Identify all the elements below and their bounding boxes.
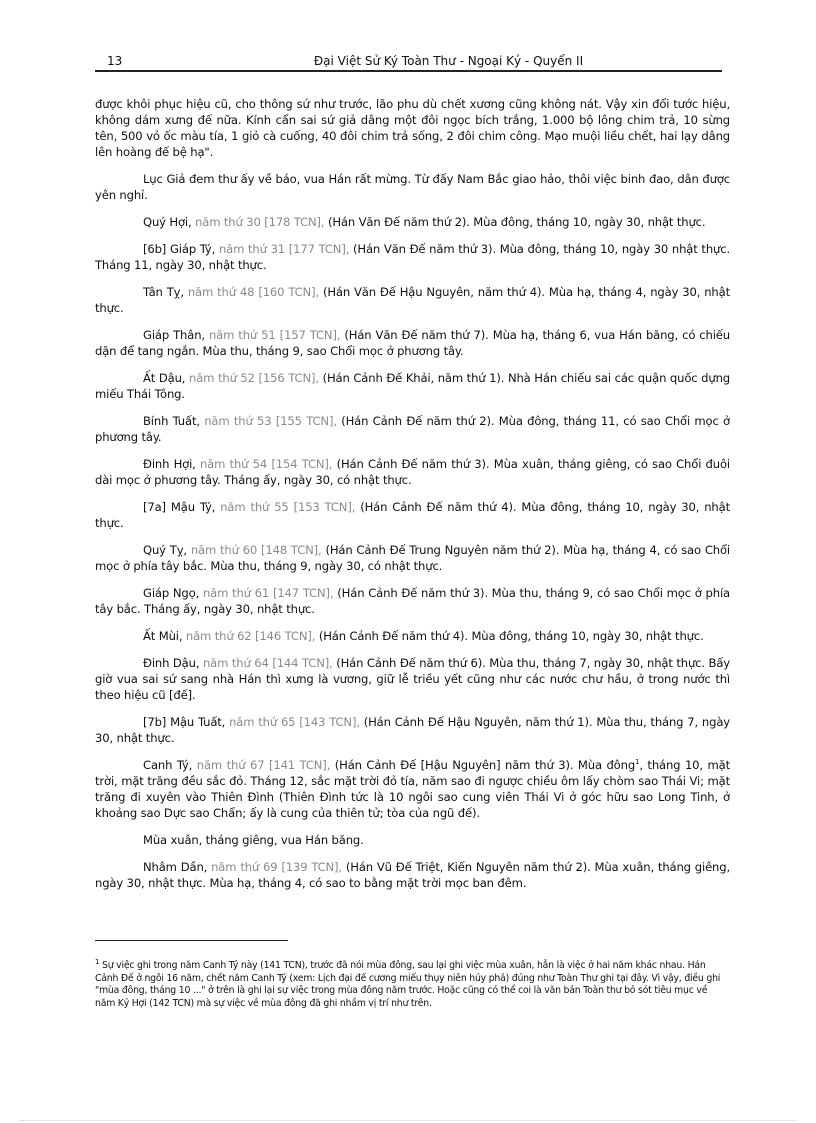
year-reference: năm thứ 30 [178 TCN], xyxy=(195,215,325,229)
footnote-marker: 1 xyxy=(95,957,100,966)
year-reference: năm thứ 52 [156 TCN], xyxy=(189,371,319,385)
paragraph-text: (Hán Văn Đế năm thứ 2). Mùa đông, tháng 10, ngày 30, nhật thực. xyxy=(324,215,706,229)
paragraph-text: (Hán Cảnh Đế Trung Nguyên năm thứ 2). Mùa hạ, tháng 4, có sao Chổi mọc ở phía tây bắc. Mùa thu, tháng 9, ngày 30, có nhật thực. xyxy=(95,543,730,573)
page-number: 13 xyxy=(107,54,123,68)
paragraph-text: (Hán Cảnh Đế năm thứ 4). Mùa đông, tháng 10, ngày 30, nhật thực. xyxy=(95,500,730,530)
running-title: Đại Việt Sử Ký Toàn Thư - Ngoại Kỷ - Quyển II xyxy=(313,54,584,68)
paragraph-lead: Quý Hợi, xyxy=(143,215,196,229)
paragraph-text: (Hán Cảnh Đế năm thứ 4). Mùa đông, tháng 10, ngày 30, nhật thực. xyxy=(315,629,704,643)
year-reference: năm thứ 48 [160 TCN], xyxy=(187,285,319,299)
paragraph-lead: Lục Giả đem thư ấy về báo, vua Hán rất mừng. Từ đấy Nam Bắc giao hảo, thôi việc binh đao, dân được yên nghỉ. xyxy=(95,172,730,202)
paragraph-lead: được khôi phục hiệu cũ, cho thông sứ như trước, lão phu dù chết xương cũng không nát. Vậy xin đổi tước hiệu, không dám xưng đế nữa. Kính cẩn sai sứ giả dâng một đôi ngọc bích trắng, 1.000 bộ lông chim trả, 10 sừng tên, 500 vỏ ốc màu tía, 1 giỏ cà cuống, 40 đôi chim trả sống, 2 đôi chim công. Mạo muội liều chết, hai lạy dâng lên hoàng đế bệ hạ". xyxy=(95,97,730,159)
paragraph-text: (Hán Vũ Đế Triệt, Kiến Nguyên năm thứ 2). Mùa xuân, tháng giêng, ngày 30, nhật thực. Mùa hạ, tháng 4, có sao to bằng mặt trời mọc ban đêm. xyxy=(95,860,730,890)
paragraph xyxy=(95,241,730,273)
paragraph-lead: [7b] Mậu Tuất, xyxy=(143,715,230,729)
paragraph-lead: Giáp Thân, xyxy=(143,328,209,342)
footnote-separator xyxy=(95,940,288,941)
paragraph xyxy=(95,327,730,359)
paragraph xyxy=(95,96,730,160)
paragraph xyxy=(95,832,730,848)
paragraph xyxy=(95,542,730,574)
paragraph-text: (Hán Cảnh Đế năm thứ 2). Mùa đông, tháng 11, có sao Chổi mọc ở phương tây. xyxy=(95,414,730,444)
year-reference: năm thứ 67 [141 TCN], xyxy=(196,758,331,772)
paragraph-lead: Mùa xuân, tháng giêng, vua Hán băng. xyxy=(143,833,364,847)
paragraph-lead: Canh Tý, xyxy=(143,758,197,772)
paragraph-canh-ty xyxy=(95,757,730,821)
paragraph-text: (Hán Văn Đế Hậu Nguyên, năm thứ 4). Mùa hạ, tháng 4, ngày 30, nhật thực. xyxy=(95,285,730,315)
paragraph xyxy=(95,585,730,617)
paragraph-lead: Đinh Dậu, xyxy=(143,656,203,670)
paragraph-text: (Hán Cảnh Đế Khải, năm thứ 1). Nhà Hán chiếu sai các quận quốc dựng miếu Thái Tông. xyxy=(95,371,730,401)
paragraph-lead: [7a] Mậu Tý, xyxy=(143,500,221,514)
year-reference: năm thứ 65 [143 TCN], xyxy=(229,715,360,729)
year-reference: năm thứ 51 [157 TCN], xyxy=(208,328,341,342)
paragraph-text: (Hán Cảnh Đế [Hậu Nguyên] năm thứ 3). Mùa đông xyxy=(330,758,636,772)
paragraph-text: (Hán Cảnh Đế năm thứ 3). Mùa thu, tháng 9, có sao Chổi mọc ở phía tây bắc. Tháng ấy, ngày 30, nhật thực. xyxy=(95,586,730,616)
paragraph-text: (Hán Cảnh Đế năm thứ 3). Mùa xuân, tháng giêng, có sao Chổi đuôi dài mọc ở phương tây. Tháng ấy, ngày 30, có nhật thực. xyxy=(95,457,730,487)
paragraph-text: (Hán Cảnh Đế Hậu Nguyên, năm thứ 1). Mùa thu, tháng 7, ngày 30, nhật thực. xyxy=(95,715,730,745)
paragraph-text: (Hán Văn Đế năm thứ 7). Mùa hạ, tháng 6, vua Hán băng, có chiếu dặn để tang ngắn. Mùa thu, tháng 9, sao Chổi mọc ở phương tây. xyxy=(95,328,730,358)
paragraph-text: (Hán Cảnh Đế năm thứ 6). Mùa thu, tháng 7, ngày 30, nhật thực. Bấy giờ vua sai sứ sang nhà Hán thì xưng là vương, giữ lễ triều yết cũng như các nước chư hầu, ở trong nước thì theo hiệu cũ [đế]. xyxy=(95,656,730,702)
year-reference: năm thứ 31 [177 TCN], xyxy=(218,242,350,256)
footnote xyxy=(95,957,730,1010)
paragraph-lead: Nhâm Dần, xyxy=(143,860,212,874)
year-reference: năm thứ 55 [153 TCN], xyxy=(220,500,356,514)
year-reference: năm thứ 69 [139 TCN], xyxy=(211,860,342,874)
page-header xyxy=(95,52,722,72)
paragraph xyxy=(95,456,730,488)
paragraph-lead: Ất Mùi, xyxy=(143,629,186,643)
paragraph xyxy=(95,413,730,445)
paragraph xyxy=(95,859,730,891)
year-reference: năm thứ 53 [155 TCN], xyxy=(204,414,337,428)
paragraph-lead: Giáp Ngọ, xyxy=(143,586,203,600)
footnote-text: Sự việc ghi trong năm Canh Tý này (141 TCN), trước đã nói mùa đông, sau lại ghi việc mùa xuân, hẳn là việc ở hai năm khác nhau. Hán Cảnh Đế ở ngôi 16 năm, chết năm Canh Tý (xem: Lịch đại đế cương miếu thụy niên húy phả) đúng như Toàn Thư ghi tại đây. Vì vậy, điều ghi "mùa đông, tháng 10 ..." ở trên là ghi lại sự việc trong mùa đông năm trước. Hoặc cũng có thể coi là văn bản Toàn thư bỏ sót tiêu mục về năm Kỷ Hợi (142 TCN) mà sự việc về mùa đông đã ghi nhầm vị trí như trên. xyxy=(95,960,721,1009)
paragraph-text: , tháng 10, mặt trời, mặt trăng đều sắc đỏ. Tháng 12, sắc mặt trời đỏ tía, năm sao đi ngược chiều ôm lấy chòm sao Thái Vi; mặt trăng đi xuyên vào Thiên Đình (Thiên Đình tức là 10 ngôi sao cung viên Thái Vi ở góc hữu sao Long Tinh, ở khoảng sao Dực sao Chẩn; ấy là cung của thiên tử; tòa của ngũ đế). xyxy=(95,758,730,820)
paragraph-lead: Ất Dậu, xyxy=(143,371,189,385)
paragraph-lead: Tân Tỵ, xyxy=(143,285,188,299)
year-reference: năm thứ 54 [154 TCN], xyxy=(199,457,333,471)
paragraph xyxy=(95,628,730,644)
paragraph xyxy=(95,214,730,230)
year-reference: năm thứ 61 [147 TCN], xyxy=(202,586,334,600)
paragraph xyxy=(95,655,730,703)
paragraph-lead: Bính Tuất, xyxy=(143,414,205,428)
paragraph xyxy=(95,714,730,746)
body-text xyxy=(95,96,730,902)
paragraph-lead: Đinh Hợi, xyxy=(143,457,200,471)
paragraph-lead: Quý Tỵ, xyxy=(143,543,191,557)
paragraph xyxy=(95,370,730,402)
paragraph-text: (Hán Văn Đế năm thứ 3). Mùa đông, tháng 10, ngày 30 nhật thực. Tháng 11, ngày 30, nhật thực. xyxy=(95,242,730,272)
paragraph xyxy=(95,284,730,316)
year-reference: năm thứ 62 [146 TCN], xyxy=(185,629,316,643)
footnote-reference[interactable]: 1 xyxy=(635,758,640,767)
year-reference: năm thứ 60 [148 TCN], xyxy=(190,543,322,557)
paragraph xyxy=(95,171,730,203)
page-bottom-edge xyxy=(20,1120,796,1121)
year-reference: năm thứ 64 [144 TCN], xyxy=(202,656,333,670)
paragraph-lead: [6b] Giáp Tý, xyxy=(143,242,219,256)
paragraph xyxy=(95,499,730,531)
